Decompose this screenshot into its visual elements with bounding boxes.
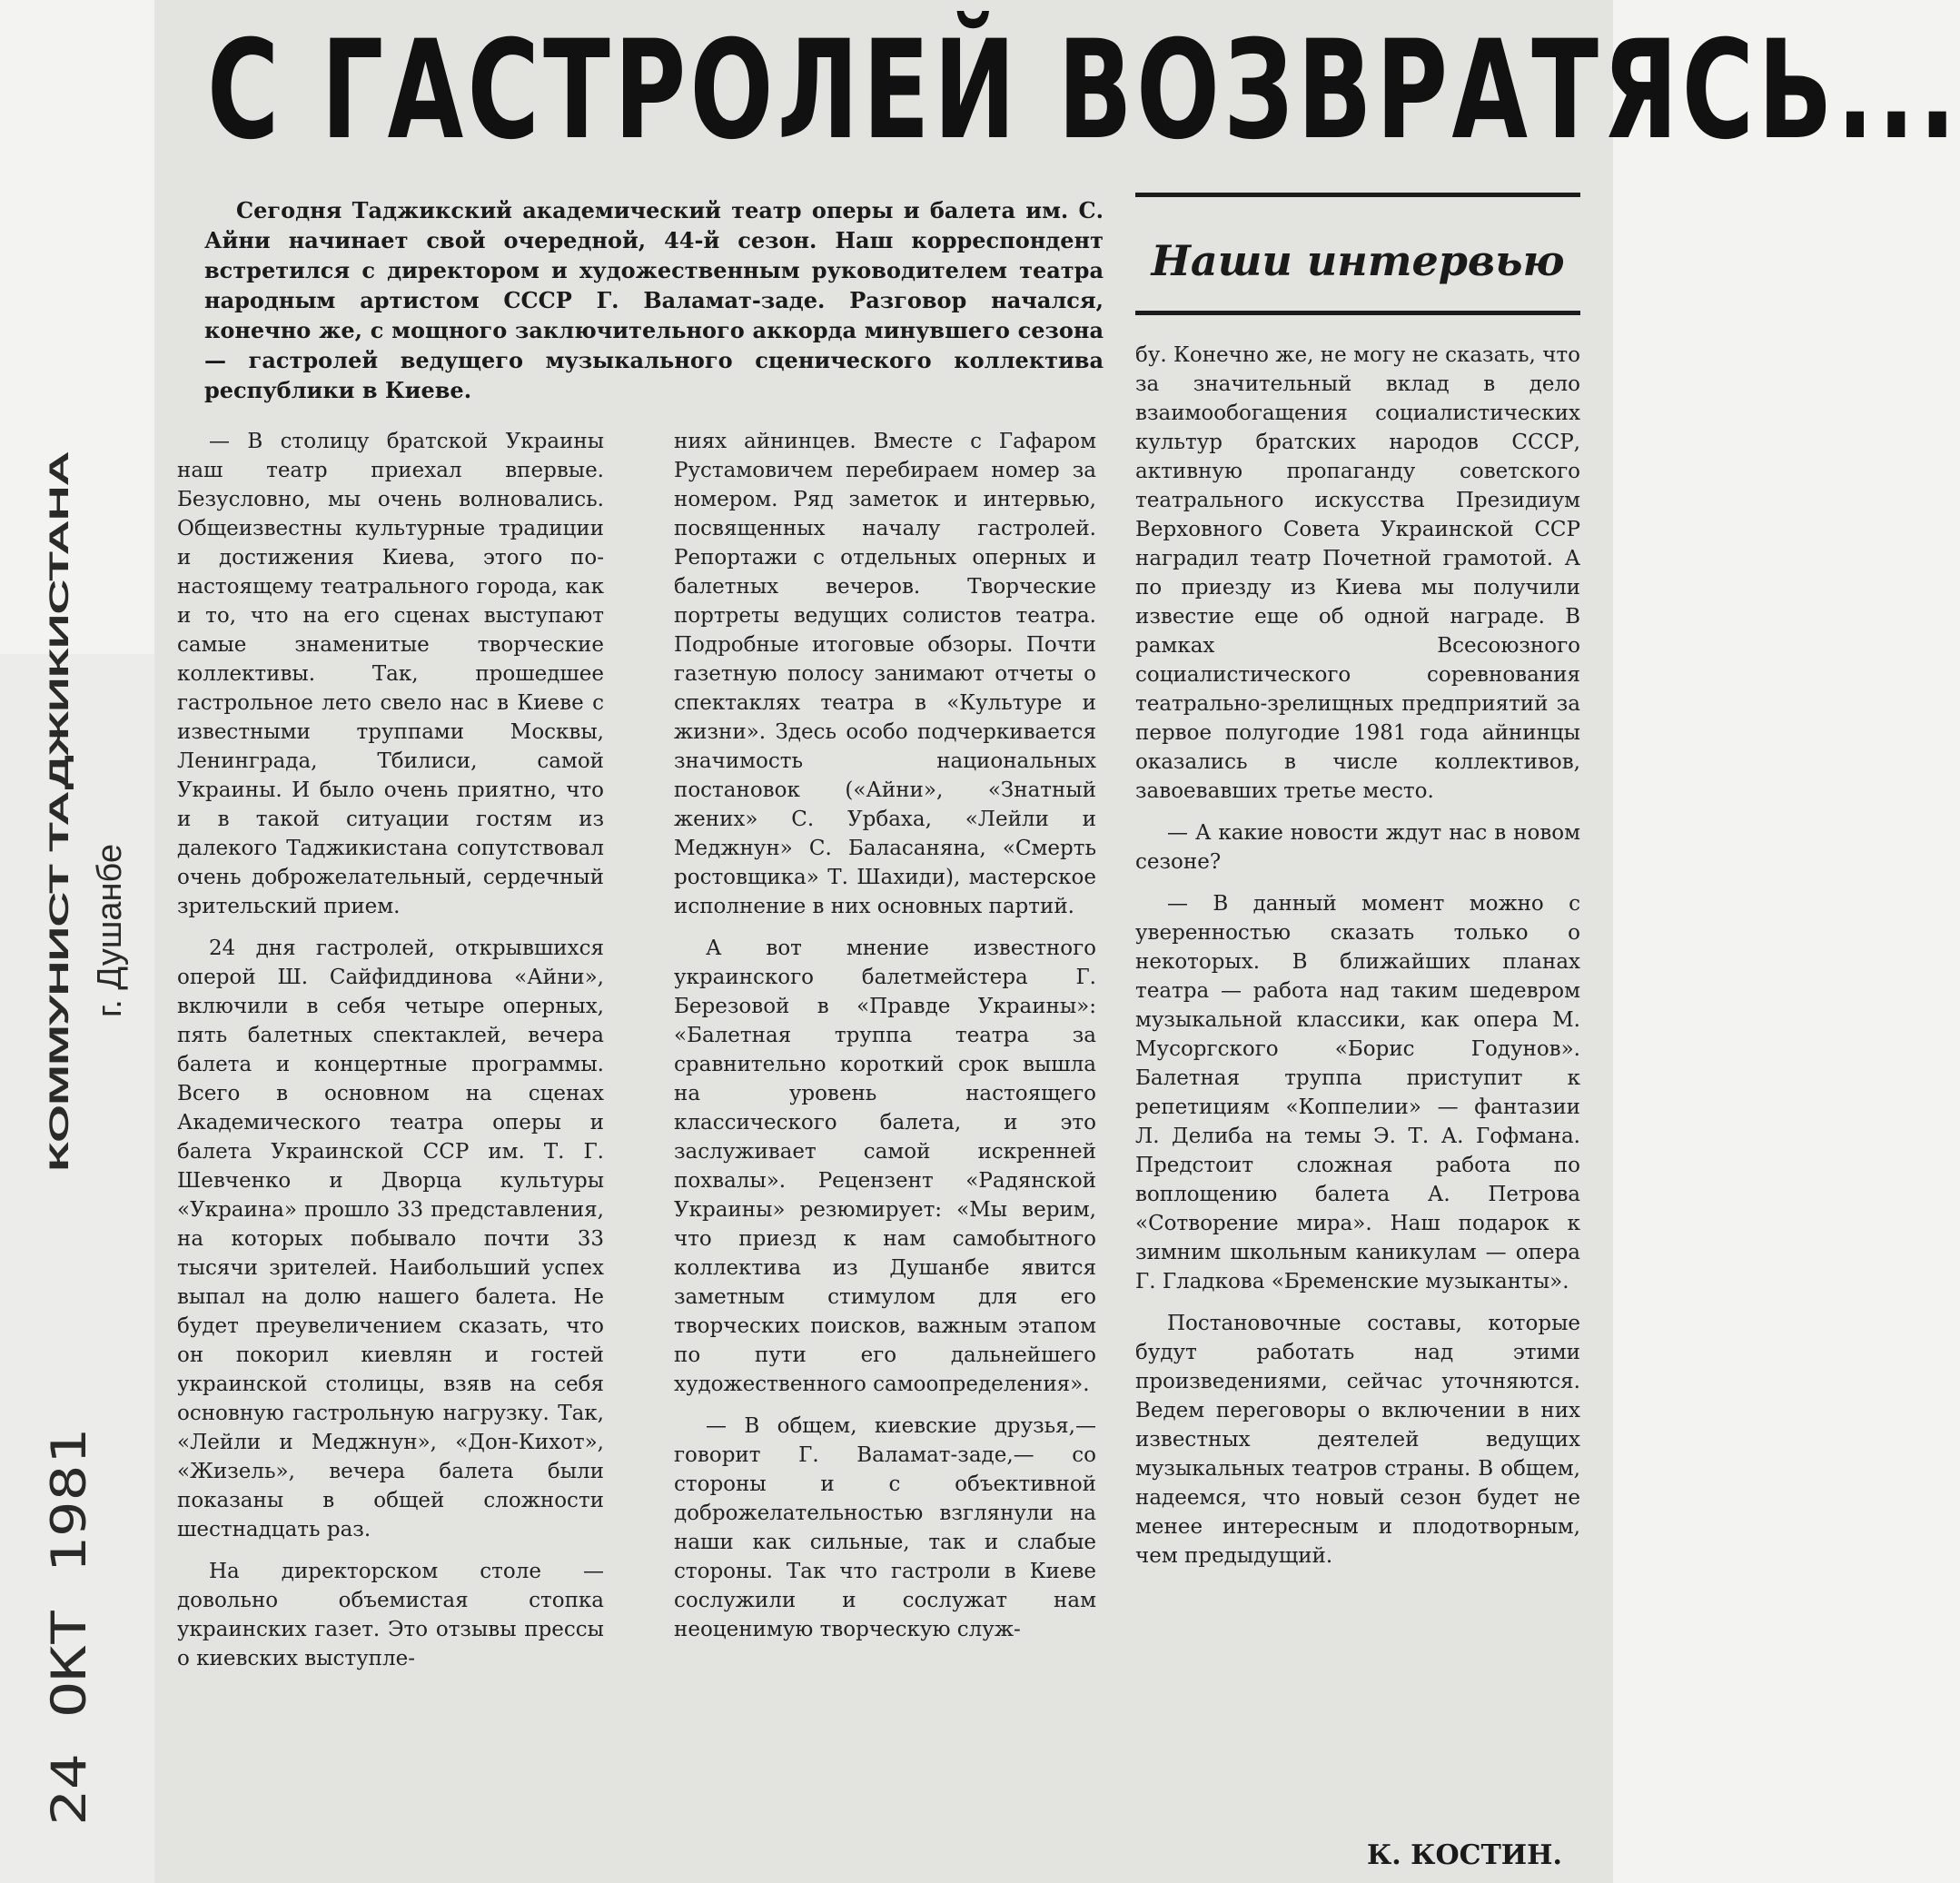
paragraph: А вот мнение известного украинского балетмейстера Г. Березовой в «Правде Украины»: «Балетная труппа театра за сравнительно короткий срок вышла на уровень настоящего классического балета, и это заслуживает самой искренней похвалы». Рецензент «Радянской Украины» резюмирует: «Мы верим, что приезд к нам самобытного коллектива из Душанбе явится заметным стимулом для его творческих поисков, важным этапом по пути его дальнейшего художественного самоопределения».	[674, 937, 1096, 1396]
paragraph: Постановочные составы, которые будут работать над этими произведениями, сейчас уточняются. Ведем переговоры о включении в них известных деятелей ведущих музыкальных театров страны. В общем, надеемся, что новый сезон будет не менее интересным и плодотворным, чем предыдущий.	[1135, 1312, 1580, 1568]
lead-paragraph: Сегодня Таджикский академический театр оперы и балета им. С. Айни начинает свой очередной, 44-й сезон. Наш корреспондент встретился с директором и художественным руководителем театра народным артистом СССР Г. Валамат-заде. Разговор начался, конечно же, с мощного заключительного аккорда минувшего сезона — гастролей ведущего музыкального сценического коллектива республики в Киеве.	[204, 197, 1104, 403]
paragraph: бу. Конечно же, не могу не сказать, что за значительный вклад в дело взаимообогащения социалистических культур братских народов СССР, активную пропаганду советского театрального искусства Президиум Верховного Совета Украинской ССР наградил театр Почетной грамотой. А по приезду из Киева мы получили известие еще об одной награде. В рамках Всесоюзного социалистического соревнования театрально-зрелищных предприятий за первое полугодие 1981 года айнинцы оказались в числе коллективов, завоевавших третье место.	[1135, 343, 1580, 803]
article-column-3	[1135, 341, 1580, 1583]
author-signature: К. КОСТИН.	[1367, 1839, 1562, 1871]
rubric-bottom-rule	[1135, 311, 1580, 315]
city-stamp: г. Душанбе	[91, 844, 129, 1017]
rubric-top-rule	[1135, 193, 1580, 197]
paragraph: — В общем, киевские друзья,— говорит Г. Валамат-заде,— со стороны и с объективной доброжелательностью взглянули на наши как сильные, так и слабые стороны. Так что гастроли в Киеве сослужили и сослужат нам неоценимую творческую служ-	[674, 1414, 1096, 1641]
paragraph: ниях айнинцев. Вместе с Гафаром Рустамовичем перебираем номер за номером. Ряд заметок и интервью, посвященных началу гастролей. Репортажи с отдельных оперных и балетных вечеров. Творческие портреты ведущих солистов театра. Подробные итоговые обзоры. Почти газетную полосу занимают отчеты о спектаклях театра в «Культуре и жизни». Здесь особо подчеркивается значимость национальных постановок («Айни», «Знатный жених» С. Урбаха, «Лейли и Меджнун» С. Баласаняна, «Смерть ростовщика» Т. Шахиди), мастерское исполнение в них основных партий.	[674, 430, 1096, 918]
rubric-box	[1135, 193, 1580, 320]
date-stamp: 24 ОКТ 1981	[41, 1428, 97, 1826]
paragraph: — В столицу братской Украины наш театр приехал впервые. Безусловно, мы очень волновались. Общеизвестны культурные традиции и достижения Киева, этого по-настоящему театрального города, как и то, что на его сценах выступают самые знаменитые творческие коллективы. Так, прошедшее гастрольное лето свело нас в Киеве с известными труппами Москвы, Ленинграда, Тбилиси, самой Украины. И было очень приятно, что и в такой ситуации гостям из далекого Таджикистана сопутствовал очень доброжелательный, сердечный зрительский прием.	[177, 430, 604, 918]
article-column-1	[177, 427, 604, 1686]
paragraph: — В данный момент можно с уверенностью сказать только о некоторых. В ближайших планах театра — работа над таким шедевром музыкальной классики, как опера М. Мусоргского «Борис Годунов». Балетная труппа приступит к репетициям «Коппелии» — фантазии Л. Делиба на темы Э. Т. А. Гофмана. Предстоит сложная работа по воплощению балета А. Петрова «Сотворение мира». Наш подарок к зимним школьным каникулам — опера Г. Гладкова «Бременские музыканты».	[1135, 892, 1580, 1293]
newspaper-name-stamp: КОММУНИСТ ТАДЖИКИСТАНА	[44, 451, 74, 1172]
article-column-2	[674, 427, 1096, 1657]
paragraph: — А какие новости ждут нас в новом сезоне?	[1135, 821, 1580, 874]
headline: С ГАСТРОЛЕЙ ВОЗВРАТЯСЬ...	[207, 12, 1960, 170]
paragraph: 24 дня гастролей, открывшихся оперой Ш. Сайфиддинова «Айни», включили в себя четыре оперных, пять балетных спектаклей, вечера балета и концертные программы. Всего в основном на сценах Академического театра оперы и балета Украинской ССР им. Т. Г. Шевченко и Дворца культуры «Украина» прошло 33 представления, на которых побывало почти 33 тысячи зрителей. Наибольший успех выпал на долю нашего балета. Не будет преувеличением сказать, что он покорил киевлян и гостей украинской столицы, взяв на себя основную гастрольную нагрузку. Так, «Лейли и Меджнун», «Дон-Кихот», «Жизель», вечера балета были показаны в общей сложности шестнадцать раз.	[177, 937, 604, 1541]
rubric-title: Наши интервью	[1151, 236, 1565, 285]
paragraph: На директорском столе — довольно объемистая стопка украинских газет. Это отзывы прессы о киевских выступле-	[177, 1560, 604, 1670]
